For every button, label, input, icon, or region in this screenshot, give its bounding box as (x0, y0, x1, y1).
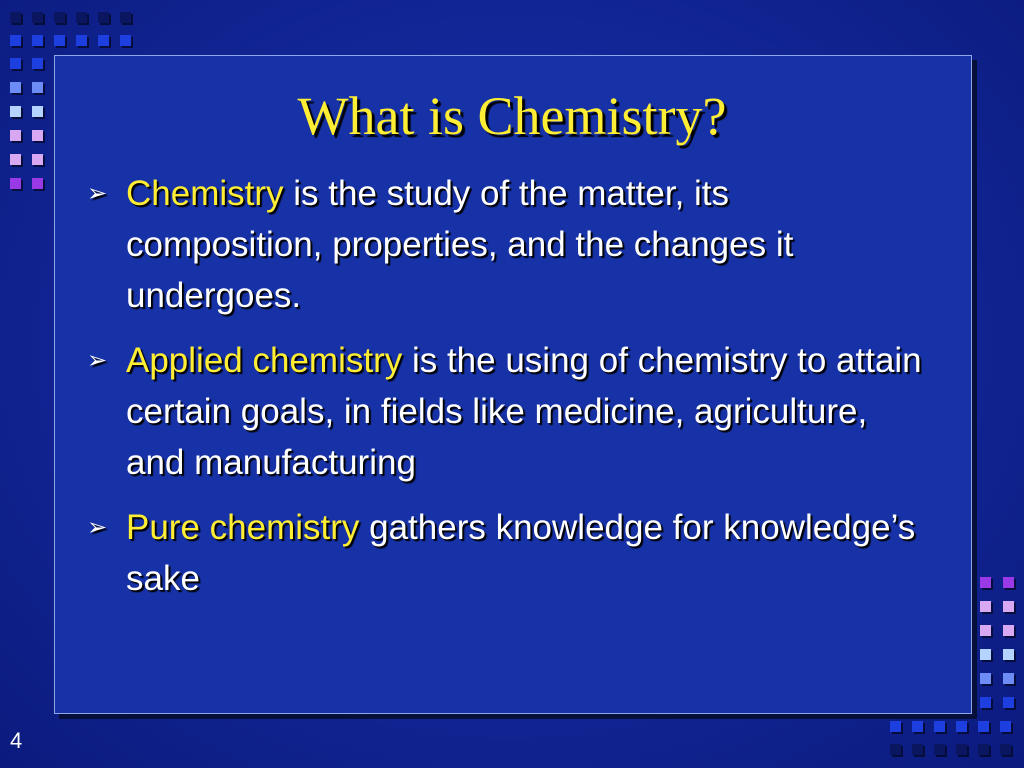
bullet-term: Applied chemistry (126, 341, 403, 380)
decorative-square (980, 601, 991, 612)
bullet-list (87, 168, 922, 618)
decorative-square (54, 12, 65, 23)
bullet-text: is the study of the matter, its composition, properties, and the changes it undergoes. (126, 174, 794, 315)
decorative-square (76, 35, 87, 46)
decorative-square (120, 12, 131, 23)
arrow-bullet-icon: ➢ (87, 514, 108, 541)
bullet-item (87, 502, 922, 604)
decorative-square (98, 35, 109, 46)
decorative-square (10, 12, 21, 23)
decorative-square (912, 744, 923, 755)
decorative-square (32, 154, 43, 165)
decorative-square (934, 744, 945, 755)
bullet-term: Chemistry (126, 174, 284, 213)
decorative-square (980, 673, 991, 684)
bullet-text: is the using of chemistry to attain certain goals, in fields like medicine, agriculture, and manufacturing (126, 341, 922, 482)
arrow-bullet-icon: ➢ (87, 180, 108, 207)
decorative-square (32, 12, 43, 23)
decorative-square (54, 35, 65, 46)
decorative-square (980, 577, 991, 588)
slide-title: What is Chemistry? (297, 86, 727, 146)
decorative-square (120, 35, 131, 46)
decorative-square (1000, 721, 1011, 732)
decorative-square (98, 12, 109, 23)
bullet-item (87, 168, 922, 321)
bullet-text: gathers knowledge for knowledge’s sake (126, 508, 916, 598)
decorative-square (912, 721, 923, 732)
decorative-square (956, 721, 967, 732)
page-number: 4 (10, 728, 23, 753)
decorative-square (32, 58, 43, 69)
decorative-square (76, 12, 87, 23)
decorative-square (978, 721, 989, 732)
decorative-square (980, 649, 991, 660)
decorative-square (1003, 649, 1014, 660)
bullet-term: Pure chemistry (126, 508, 360, 547)
decorative-square (32, 35, 43, 46)
decorative-square (1003, 697, 1014, 708)
decorative-square (10, 154, 21, 165)
decorative-square (890, 744, 901, 755)
decorative-square (1003, 577, 1014, 588)
decorative-square (978, 744, 989, 755)
decorative-square (934, 721, 945, 732)
decorative-square (980, 625, 991, 636)
decorative-square (10, 58, 21, 69)
arrow-bullet-icon: ➢ (87, 347, 108, 374)
decorative-square (10, 35, 21, 46)
decorative-square (1003, 625, 1014, 636)
decorative-square (1003, 601, 1014, 612)
decorative-square (1003, 673, 1014, 684)
decorative-square (956, 744, 967, 755)
bullet-item (87, 335, 922, 488)
decorative-square (980, 697, 991, 708)
decorative-square (890, 721, 901, 732)
decorative-square (32, 178, 43, 189)
decorative-square (1000, 744, 1011, 755)
decorative-square (10, 178, 21, 189)
